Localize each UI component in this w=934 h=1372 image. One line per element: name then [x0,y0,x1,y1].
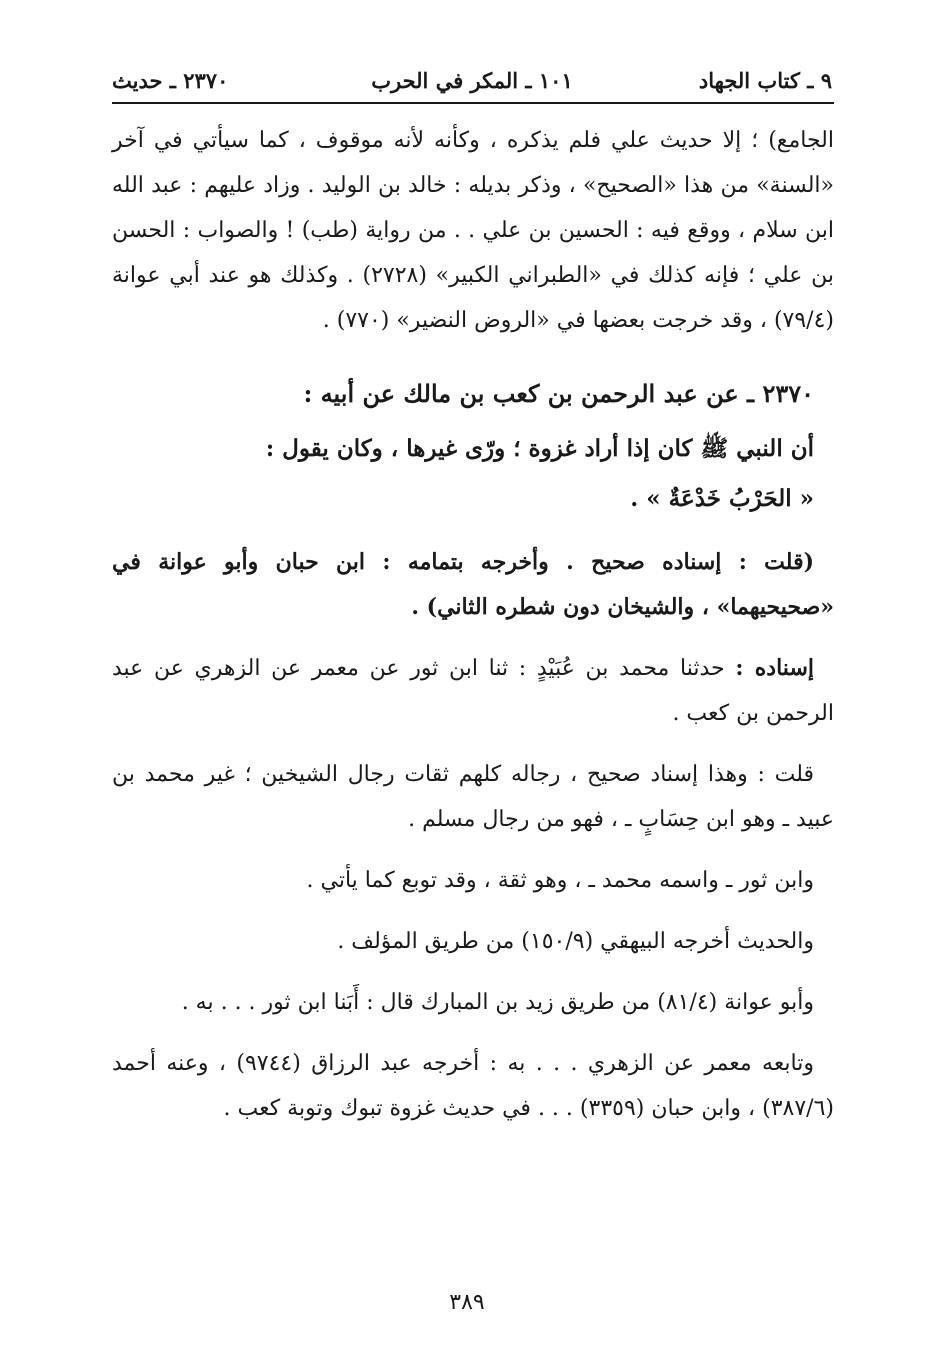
note-paragraph: وأبو عوانة (٨١/٤) من طريق زيد بن المبارك قال : أَبَنا ابن ثور . . . به . [181,990,814,1015]
hadith-heading: ٢٣٧٠ ـ عن عبد الرحمن بن كعب بن مالك عن أبيه : [303,379,814,408]
page-number: ٣٨٩ [449,1290,485,1315]
continuation-paragraph: الجامع) ؛ إلا حديث علي فلم يذكره ، وكأنه لأنه موقوف ، كما سيأتي في آخر «السنة» من هذا «الصحيح» ، وذكر بديله : خالد بن الوليد . وزاد عليهم : عبد الله ابن سلام ، ووقع فيه : الحسين بن علي . . من رواية (طب) ! والصواب : الحسن بن علي ؛ فإنه كذلك في «الطبراني الكبير» (٢٧٢٨) . وكذلك هو عند أبي عوانة (٧٩/٤) ، وقد خرجت بعضها في «الروض النضير» (٧٧٠) . [112,128,834,333]
header-hadith-ref: ٢٣٧٠ ـ حديث [112,68,229,93]
isnad-text: حدثنا محمد بن عُبَيْدٍ : ثنا ابن ثور عن معمر عن الزهري عن عبد الرحمن بن كعب . [112,656,834,726]
page-body [112,118,834,1131]
note-paragraph: وتابعه معمر عن الزهري . . . به : أخرجه عبد الرزاق (٩٧٤٤) ، وعنه أحمد (٣٨٧/٦) ، وابن حبان (٣٣٥٩) . . . في حديث غزوة تبوك وتوبة كعب . [112,1051,834,1121]
note-paragraph: قلت : وهذا إسناد صحيح ، رجاله كلهم ثقات رجال الشيخين ؛ غير محمد بن عبيد ـ وهو ابن حِسَابٍ ـ ، فهو من رجال مسلم . [112,762,834,832]
hadith-text-line1: أن النبي ﷺ كان إذا أراد غزوة ؛ ورّى غيرها ، وكان يقول : [265,435,814,462]
header-divider [112,102,834,104]
note-paragraph: وابن ثور ـ واسمه محمد ـ ، وهو ثقة ، وقد توبع كما يأتي . [306,868,814,893]
header-chapter: ٩ ـ كتاب الجهاد [698,68,832,93]
hadith-text-line2: « الحَرْبُ خَدْعَةٌ » . [630,485,814,512]
header-section: ١٠١ ـ المكر في الحرب [371,68,573,93]
isnad-paragraph [112,646,834,736]
note-paragraph: والحديث أخرجه البيهقي (١٥٠/٩) من طريق المؤلف . [337,929,814,954]
running-header [112,64,832,98]
verdict-paragraph: (قلت : إسناده صحيح . وأخرجه بتمامه : ابن حبان وأبو عوانة في «صحيحيهما» ، والشيخان دون شطره الثاني) . [112,549,834,620]
isnad-label: إسناده : [735,655,814,681]
